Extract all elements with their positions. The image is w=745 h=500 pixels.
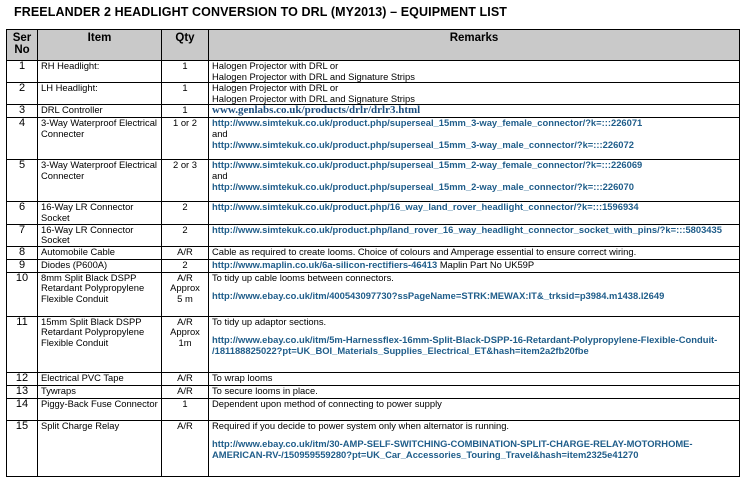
table-row: [7, 118, 740, 160]
qty-line: A/R: [177, 272, 193, 283]
remark-line: To tidy up cable looms between connectors.: [212, 272, 394, 283]
qty-line: 5 m: [177, 292, 193, 304]
row-item: Automobile Cable: [38, 246, 162, 259]
simtek-link[interactable]: http://www.simtekuk.co.uk/product.php/superseal_15mm_2-way_female_connector/?k=:::226069: [212, 159, 643, 171]
table-row: [7, 398, 740, 420]
header-qty: Qty: [162, 30, 209, 61]
row-number: 4: [7, 118, 38, 160]
row-remarks: Cable as required to create looms. Choice of colours and Amperage essential to ensure correct wiring.: [209, 246, 740, 259]
row-item: 16-Way LR Connector Socket: [38, 224, 162, 246]
row-number: 9: [7, 259, 38, 272]
row-number: 11: [7, 316, 38, 372]
row-remarks: [209, 118, 740, 160]
row-item: LH Headlight:: [38, 83, 162, 105]
table-row: [7, 420, 740, 476]
row-remarks: [209, 420, 740, 476]
row-item: 3-Way Waterproof Electrical Connecter: [38, 118, 162, 160]
table-row: [7, 372, 740, 385]
row-item: Diodes (P600A): [38, 259, 162, 272]
row-number: 15: [7, 420, 38, 476]
row-number: 5: [7, 160, 38, 202]
row-item: Piggy-Back Fuse Connector: [38, 398, 162, 420]
row-remarks: [209, 61, 740, 83]
remark-line: Halogen Projector with DRL or: [212, 82, 339, 94]
remark-line: Halogen Projector with DRL and Signature Strips: [212, 92, 415, 104]
ebay-link[interactable]: http://www.ebay.co.uk/itm/5m-Harnessflex-16mm-Split-Black-DSPP-16-Retardant-Polypropylene-Flexible-Conduit-: [212, 334, 718, 346]
row-number: 6: [7, 202, 38, 224]
table-header-row: [7, 30, 740, 61]
row-qty: [162, 316, 209, 372]
row-number: 7: [7, 224, 38, 246]
row-item: RH Headlight:: [38, 61, 162, 83]
row-qty: [162, 272, 209, 316]
row-remarks: To secure looms in place.: [209, 385, 740, 398]
row-qty: 1: [162, 105, 209, 118]
row-item: DRL Controller: [38, 105, 162, 118]
row-qty: A/R: [162, 385, 209, 398]
row-remarks: [209, 105, 740, 118]
simtek-link[interactable]: http://www.simtekuk.co.uk/product.php/superseal_15mm_3-way_female_connector/?k=:::226071: [212, 117, 643, 129]
and-text: and: [212, 127, 228, 139]
qty-line: A/R: [177, 316, 193, 327]
ebay-link[interactable]: http://www.ebay.co.uk/itm/400543097730?ssPageName=STRK:MEWAX:IT&_trksid=p3984.m1438.l2649: [212, 290, 665, 302]
row-number: 2: [7, 83, 38, 105]
row-remarks: [209, 316, 740, 372]
row-qty: 2 or 3: [162, 160, 209, 202]
qty-line: 1m: [178, 336, 192, 348]
table-row: [7, 259, 740, 272]
simtek-link[interactable]: http://www.simtekuk.co.uk/product.php/superseal_15mm_3-way_male_connector/?k=:::226072: [212, 138, 634, 150]
table-row: [7, 83, 740, 105]
row-qty: 1: [162, 398, 209, 420]
qty-line: Approx: [170, 282, 200, 294]
row-item: Tywraps: [38, 385, 162, 398]
maplin-link[interactable]: http://www.maplin.co.uk/6a-silicon-rectifiers-46413: [212, 259, 438, 270]
simtek-link[interactable]: http://www.simtekuk.co.uk/product.php/superseal_15mm_2-way_male_connector/?k=:::226070: [212, 180, 634, 192]
row-item: 15mm Split Black DSPP Retardant Polypropylene Flexible Conduit: [38, 316, 162, 372]
simtek-link[interactable]: http://www.simtekuk.co.uk/product.php/16_way_land_rover_headlight_connector/?k=:::1596934: [212, 201, 639, 213]
remark-line: To tidy up adaptor sections.: [212, 316, 327, 327]
row-remarks: [209, 259, 740, 272]
header-item: Item: [38, 30, 162, 61]
ebay-link-continued[interactable]: AMERICAN-RV-/150959559280?pt=UK_Car_Accessories_Touring_Travel&hash=item2325e41270: [212, 448, 639, 460]
page-title: FREELANDER 2 HEADLIGHT CONVERSION TO DRL (MY2013) – EQUIPMENT LIST: [14, 5, 508, 19]
row-remarks: [209, 224, 740, 246]
table-row: [7, 385, 740, 398]
row-qty: 2: [162, 259, 209, 272]
simtek-link[interactable]: http://www.simtekuk.co.uk/product.php/land_rover_16_way_headlight_connector_socket_with_pins/?k=:::5803435: [212, 224, 722, 235]
table-row: [7, 246, 740, 259]
ebay-link-continued[interactable]: /181188825022?pt=UK_BOI_Materials_Supplies_Electrical_ET&hash=item2a2fb20fbe: [212, 344, 589, 356]
row-remarks: [209, 202, 740, 224]
row-remarks: [209, 272, 740, 316]
row-number: 12: [7, 372, 38, 385]
table-row: [7, 61, 740, 83]
row-remarks: [209, 83, 740, 105]
row-qty: A/R: [162, 372, 209, 385]
header-remarks: Remarks: [209, 30, 740, 61]
row-number: 1: [7, 61, 38, 83]
row-qty: 2: [162, 202, 209, 224]
ebay-link[interactable]: http://www.ebay.co.uk/itm/30-AMP-SELF-SWITCHING-COMBINATION-SPLIT-CHARGE-RELAY-MOTORHOME-: [212, 438, 693, 450]
table-row: [7, 272, 740, 316]
remark-line: Halogen Projector with DRL or: [212, 60, 339, 71]
row-number: 8: [7, 246, 38, 259]
row-number: 3: [7, 105, 38, 118]
table-row: [7, 160, 740, 202]
row-remarks: [209, 160, 740, 202]
row-remarks: Dependent upon method of connecting to power supply: [209, 398, 740, 420]
header-ser-no: Ser No: [7, 30, 38, 61]
row-item: 8mm Split Black DSPP Retardant Polypropylene Flexible Conduit: [38, 272, 162, 316]
table-row: [7, 224, 740, 246]
table-row: [7, 202, 740, 224]
row-number: 13: [7, 385, 38, 398]
genlabs-link[interactable]: www.genlabs.co.uk/products/drlr/drlr3.html: [212, 104, 421, 117]
row-number: 10: [7, 272, 38, 316]
table-row: [7, 105, 740, 118]
row-item: 16-Way LR Connector Socket: [38, 202, 162, 224]
remark-line: Halogen Projector with DRL and Signature Strips: [212, 70, 415, 82]
table-row: [7, 316, 740, 372]
row-qty: 1 or 2: [162, 118, 209, 160]
row-item: Electrical PVC Tape: [38, 372, 162, 385]
maplin-part-text: Maplin Part No UK59P: [437, 259, 535, 270]
row-qty: 1: [162, 83, 209, 105]
remark-line: Required if you decide to power system only when alternator is running.: [212, 420, 510, 431]
row-qty: A/R: [162, 420, 209, 476]
row-item: 3-Way Waterproof Electrical Connecter: [38, 160, 162, 202]
row-qty: A/R: [162, 246, 209, 259]
qty-line: Approx: [170, 326, 200, 338]
row-number: 14: [7, 398, 38, 420]
row-remarks: To wrap looms: [209, 372, 740, 385]
row-qty: 2: [162, 224, 209, 246]
row-item: Split Charge Relay: [38, 420, 162, 476]
and-text: and: [212, 169, 228, 181]
row-qty: 1: [162, 61, 209, 83]
equipment-table: [6, 29, 740, 477]
